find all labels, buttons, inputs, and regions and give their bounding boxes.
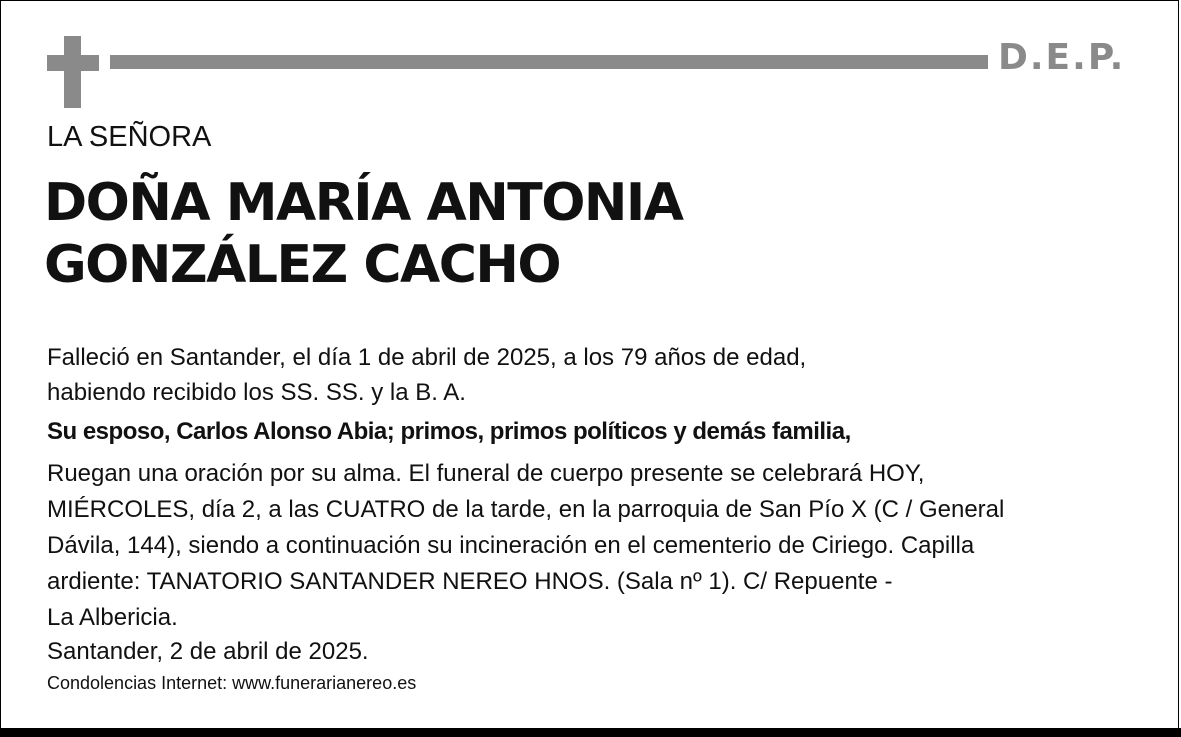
service-details — [47, 456, 1137, 636]
death-line1: Falleció en Santander, el día 1 de abril de 2025, a los 79 años de edad, — [47, 344, 807, 371]
place-date: Santander, 2 de abril de 2025. — [47, 638, 369, 665]
dep-label: D.E.P. — [998, 37, 1126, 78]
death-statement — [47, 340, 806, 410]
deceased-name-line2: GONZÁLEZ CACHO — [44, 235, 561, 295]
service-line: MIÉRCOLES, día 2, a las CUATRO de la tarde, en la parroquia de San Pío X (C / General — [47, 496, 1005, 523]
service-line: Dávila, 144), siendo a continuación su incineración en el cementerio de Ciriego. Capilla — [47, 532, 975, 559]
cross-horizontal-bar — [47, 55, 99, 71]
death-line2: habiendo recibido los SS. SS. y la B. A. — [47, 379, 466, 406]
family-statement: Su esposo, Carlos Alonso Abia; primos, primos políticos y demás familia, — [47, 418, 851, 445]
service-line: ardiente: TANATORIO SANTANDER NEREO HNOS. (Sala nº 1). C/ Repuente - — [47, 568, 893, 595]
deceased-name — [44, 172, 683, 296]
service-line: Ruegan una oración por su alma. El funeral de cuerpo presente se celebrará HOY, — [47, 460, 925, 487]
cross-icon — [47, 36, 99, 108]
condolences-line: Condolencias Internet: www.funerarianereo.es — [47, 673, 417, 693]
cross-vertical-bar — [64, 36, 81, 108]
honorific: LA SEÑORA — [47, 121, 212, 153]
bottom-rule — [0, 728, 1181, 737]
header-rule — [110, 55, 988, 69]
deceased-name-line1: DOÑA MARÍA ANTONIA — [44, 173, 683, 233]
service-line: La Albericia. — [47, 604, 178, 631]
